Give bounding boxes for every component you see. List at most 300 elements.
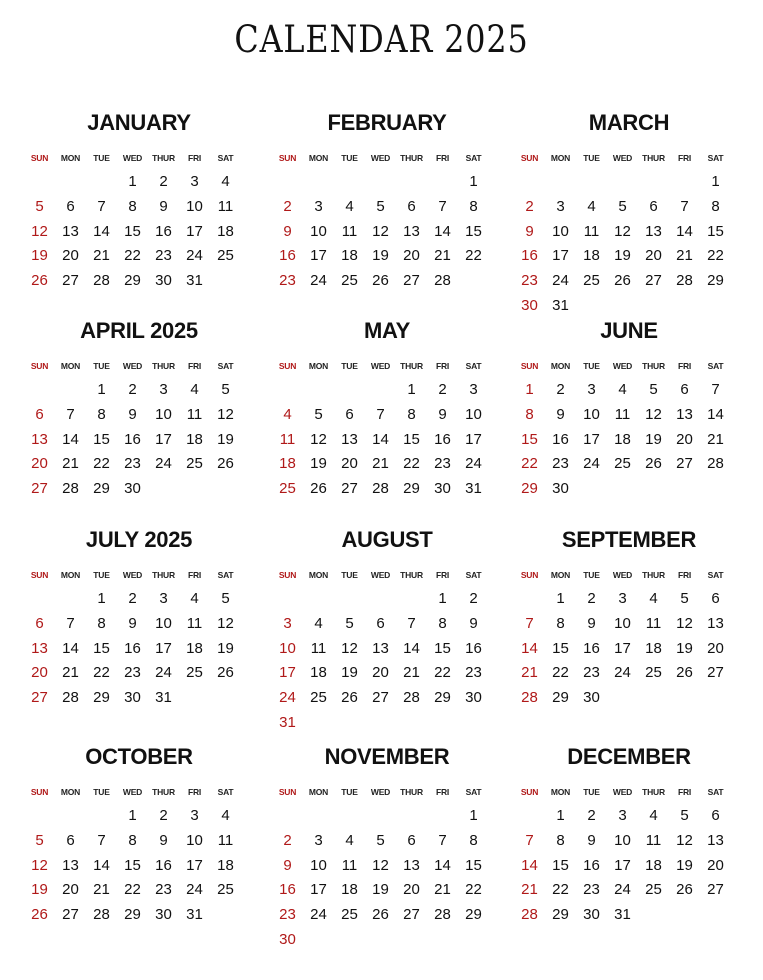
day-cell: 23 xyxy=(521,272,538,290)
day-cell: 4 xyxy=(314,614,323,632)
weekday-label: TUE xyxy=(583,361,600,371)
day-cell: 30 xyxy=(124,480,141,498)
day-cell: 20 xyxy=(341,455,358,473)
day-cell: 20 xyxy=(676,430,693,448)
weekday-label: MON xyxy=(308,570,329,580)
day-cell: 7 xyxy=(66,614,75,632)
day-cell: 22 xyxy=(552,881,569,899)
day-cell: 11 xyxy=(645,831,662,849)
day-cell: 23 xyxy=(155,881,172,899)
day-cell: 8 xyxy=(97,614,106,632)
day-cell: 2 xyxy=(283,831,292,849)
month-name: MAY xyxy=(364,318,410,343)
day-cell: 18 xyxy=(614,430,631,448)
day-cell: 16 xyxy=(465,639,482,657)
day-cell: 20 xyxy=(707,856,724,874)
day-cell: 14 xyxy=(434,222,451,240)
weekday-label: SAT xyxy=(465,153,482,163)
day-cell: 15 xyxy=(552,856,569,874)
weekday-label: SUN xyxy=(278,787,297,797)
day-cell: 27 xyxy=(707,664,724,682)
day-cell: 15 xyxy=(521,430,538,448)
day-cell: 7 xyxy=(438,831,447,849)
day-cell: 8 xyxy=(556,831,565,849)
day-cell: 8 xyxy=(711,197,720,215)
day-cell: 2 xyxy=(587,590,596,607)
day-cell: 9 xyxy=(556,405,565,423)
day-cell: 26 xyxy=(310,480,327,498)
day-cell: 22 xyxy=(465,881,482,899)
weekday-label: SAT xyxy=(217,570,234,580)
weekday-label: THUR xyxy=(642,361,665,371)
day-cell: 23 xyxy=(279,272,296,290)
day-cell: 17 xyxy=(155,639,172,657)
weekday-label: SAT xyxy=(217,153,234,163)
month-name: OCTOBER xyxy=(85,744,193,769)
day-cell: 19 xyxy=(31,881,48,899)
day-cell: 13 xyxy=(31,639,48,657)
day-cell: 23 xyxy=(155,247,172,265)
day-cell: 31 xyxy=(614,906,631,924)
day-cell: 16 xyxy=(155,856,172,874)
day-cell: 12 xyxy=(341,639,358,657)
weekday-label: THUR xyxy=(152,153,175,163)
month-name: JULY 2025 xyxy=(85,527,193,552)
day-cell: 21 xyxy=(93,247,110,265)
weekday-label: FRI xyxy=(435,361,450,371)
day-cell: 12 xyxy=(372,222,389,240)
day-cell: 17 xyxy=(155,430,172,448)
weekday-header xyxy=(24,787,254,799)
day-cell: 6 xyxy=(66,197,75,215)
weekday-header xyxy=(272,153,502,165)
day-cell: 3 xyxy=(190,173,199,190)
day-cell: 5 xyxy=(221,590,230,607)
weekday-label: SAT xyxy=(217,787,234,797)
day-cell: 30 xyxy=(552,480,569,498)
day-cell: 20 xyxy=(403,247,420,265)
day-cell: 12 xyxy=(217,405,234,423)
day-cell: 29 xyxy=(93,480,110,498)
weekday-label: MON xyxy=(308,361,329,371)
day-cell: 11 xyxy=(310,639,327,657)
day-cell: 4 xyxy=(190,381,199,398)
weekday-label: TUE xyxy=(93,361,110,371)
month-name: FEBRUARY xyxy=(327,110,447,135)
day-cell: 28 xyxy=(403,689,420,707)
day-cell: 13 xyxy=(403,222,420,240)
day-cell: 13 xyxy=(707,614,724,632)
day-cell: 26 xyxy=(341,689,358,707)
day-cell: 7 xyxy=(407,614,416,632)
day-cell: 31 xyxy=(186,906,203,924)
weekday-label: MON xyxy=(308,153,329,163)
weekday-label: TUE xyxy=(583,570,600,580)
day-cell: 25 xyxy=(279,480,296,498)
day-cell: 27 xyxy=(403,906,420,924)
day-cell: 31 xyxy=(279,714,296,731)
weekday-label: SAT xyxy=(465,361,482,371)
weekday-label: WED xyxy=(612,361,633,371)
day-cell: 16 xyxy=(521,247,538,265)
day-cell: 30 xyxy=(434,480,451,498)
day-cell: 12 xyxy=(372,856,389,874)
day-cell: 18 xyxy=(310,664,327,682)
day-cell: 4 xyxy=(345,831,354,849)
weekday-label: TUE xyxy=(341,361,358,371)
weekday-label: FRI xyxy=(677,570,692,580)
day-cell: 5 xyxy=(35,831,44,849)
day-cell: 27 xyxy=(403,272,420,290)
day-cell: 29 xyxy=(124,272,141,290)
weekday-header xyxy=(24,361,254,373)
weekday-label: THUR xyxy=(400,361,423,371)
day-cell: 10 xyxy=(186,831,203,849)
day-cell: 5 xyxy=(649,381,658,398)
day-cell: 26 xyxy=(31,272,48,290)
day-cell: 10 xyxy=(552,222,569,240)
day-cell: 17 xyxy=(614,856,631,874)
day-cell: 9 xyxy=(283,856,292,874)
day-cell: 19 xyxy=(676,639,693,657)
day-cell: 29 xyxy=(124,906,141,924)
day-cell: 17 xyxy=(552,247,569,265)
day-cell: 26 xyxy=(645,455,662,473)
day-cell: 20 xyxy=(403,881,420,899)
day-cell: 14 xyxy=(62,639,79,657)
day-cell: 14 xyxy=(62,430,79,448)
weekday-label: FRI xyxy=(677,153,692,163)
day-cell: 29 xyxy=(403,480,420,498)
day-cell: 7 xyxy=(66,405,75,423)
day-cell: 3 xyxy=(159,381,168,398)
day-cell: 31 xyxy=(155,689,172,707)
day-cell: 3 xyxy=(283,614,292,632)
day-cell: 15 xyxy=(93,430,110,448)
day-cell: 27 xyxy=(372,689,389,707)
day-cell: 17 xyxy=(310,247,327,265)
day-cell: 18 xyxy=(217,856,234,874)
weekday-header xyxy=(514,787,744,799)
day-cell: 23 xyxy=(583,881,600,899)
day-cell: 10 xyxy=(310,856,327,874)
day-cell: 6 xyxy=(711,807,720,824)
day-cell: 20 xyxy=(372,664,389,682)
day-cell: 18 xyxy=(645,639,662,657)
day-cell: 11 xyxy=(341,222,358,240)
day-cell: 15 xyxy=(552,639,569,657)
day-cell: 28 xyxy=(707,455,724,473)
day-cell: 29 xyxy=(434,689,451,707)
day-cell: 17 xyxy=(465,430,482,448)
day-cell: 6 xyxy=(376,614,385,632)
day-cell: 6 xyxy=(711,590,720,607)
day-cell: 14 xyxy=(676,222,693,240)
day-cell: 28 xyxy=(434,272,451,290)
weekday-label: WED xyxy=(122,787,143,797)
weekday-label: FRI xyxy=(187,153,202,163)
day-cell: 24 xyxy=(155,455,172,473)
day-cell: 20 xyxy=(62,247,79,265)
day-cell: 15 xyxy=(465,222,482,240)
day-cell: 28 xyxy=(521,906,538,924)
weekday-label: SAT xyxy=(707,153,724,163)
day-cell: 17 xyxy=(310,881,327,899)
weekday-header xyxy=(272,570,502,582)
day-cell: 27 xyxy=(62,906,79,924)
weekday-label: FRI xyxy=(187,361,202,371)
day-cell: 27 xyxy=(645,272,662,290)
day-cell: 22 xyxy=(93,455,110,473)
day-cell: 9 xyxy=(525,222,534,240)
day-cell: 2 xyxy=(128,381,137,398)
weekday-label: WED xyxy=(612,153,633,163)
day-cell: 12 xyxy=(31,856,48,874)
day-cell: 21 xyxy=(434,247,451,265)
weekday-label: WED xyxy=(612,570,633,580)
day-cell: 4 xyxy=(190,590,199,607)
day-cell: 31 xyxy=(186,272,203,290)
weekday-label: SAT xyxy=(465,570,482,580)
day-cell: 7 xyxy=(97,197,106,215)
day-cell: 1 xyxy=(556,590,565,607)
day-cell: 27 xyxy=(62,272,79,290)
day-cell: 21 xyxy=(707,430,724,448)
day-cell: 8 xyxy=(438,614,447,632)
day-cell: 18 xyxy=(217,222,234,240)
day-cell: 2 xyxy=(556,381,565,398)
day-cell: 13 xyxy=(341,430,358,448)
day-cell: 18 xyxy=(583,247,600,265)
weekday-label: WED xyxy=(122,361,143,371)
day-cell: 4 xyxy=(649,590,658,607)
weekday-label: FRI xyxy=(435,787,450,797)
day-cell: 10 xyxy=(155,614,172,632)
day-cell: 4 xyxy=(345,197,354,215)
day-cell: 23 xyxy=(434,455,451,473)
weekday-label: SAT xyxy=(465,787,482,797)
day-cell: 6 xyxy=(35,405,44,423)
day-cell: 31 xyxy=(465,480,482,498)
weekday-label: SUN xyxy=(278,570,297,580)
weekday-label: THUR xyxy=(400,787,423,797)
day-cell: 2 xyxy=(128,590,137,607)
weekday-label: FRI xyxy=(435,153,450,163)
weekday-header xyxy=(514,570,744,582)
day-cell: 10 xyxy=(279,639,296,657)
day-cell: 2 xyxy=(159,807,168,824)
day-cell: 21 xyxy=(676,247,693,265)
day-cell: 7 xyxy=(376,405,385,423)
day-cell: 5 xyxy=(314,405,323,423)
month-name: AUGUST xyxy=(341,527,433,552)
day-cell: 7 xyxy=(525,831,534,849)
day-cell: 14 xyxy=(93,856,110,874)
day-cell: 8 xyxy=(469,197,478,215)
day-cell: 25 xyxy=(217,247,234,265)
day-cell: 19 xyxy=(217,639,234,657)
month-name: DECEMBER xyxy=(567,744,691,769)
weekday-label: MON xyxy=(60,361,81,371)
day-cell: 9 xyxy=(469,614,478,632)
day-cell: 18 xyxy=(645,856,662,874)
day-cell: 25 xyxy=(310,689,327,707)
day-cell: 29 xyxy=(552,906,569,924)
day-cell: 4 xyxy=(649,807,658,824)
day-cell: 28 xyxy=(434,906,451,924)
weekday-header xyxy=(514,361,744,373)
day-cell: 26 xyxy=(372,272,389,290)
day-cell: 21 xyxy=(62,664,79,682)
day-cell: 7 xyxy=(438,197,447,215)
day-cell: 6 xyxy=(407,831,416,849)
day-cell: 4 xyxy=(283,405,292,423)
day-cell: 25 xyxy=(341,272,358,290)
day-cell: 12 xyxy=(310,430,327,448)
day-cell: 6 xyxy=(407,197,416,215)
day-cell: 25 xyxy=(186,455,203,473)
day-cell: 20 xyxy=(31,455,48,473)
day-cell: 17 xyxy=(614,639,631,657)
day-cell: 13 xyxy=(403,856,420,874)
day-cell: 21 xyxy=(521,881,538,899)
day-cell: 29 xyxy=(521,480,538,498)
day-cell: 9 xyxy=(159,197,168,215)
day-cell: 17 xyxy=(583,430,600,448)
day-cell: 24 xyxy=(465,455,482,473)
day-cell: 1 xyxy=(438,590,447,607)
day-cell: 25 xyxy=(217,881,234,899)
weekday-label: WED xyxy=(370,361,391,371)
day-cell: 26 xyxy=(676,664,693,682)
day-cell: 18 xyxy=(279,455,296,473)
day-cell: 27 xyxy=(31,480,48,498)
day-cell: 28 xyxy=(93,272,110,290)
day-cell: 12 xyxy=(31,222,48,240)
weekday-label: MON xyxy=(550,153,571,163)
day-cell: 19 xyxy=(676,856,693,874)
weekday-label: THUR xyxy=(152,570,175,580)
weekday-label: SUN xyxy=(30,570,49,580)
day-cell: 5 xyxy=(680,807,689,824)
day-cell: 29 xyxy=(707,272,724,290)
day-cell: 14 xyxy=(434,856,451,874)
day-cell: 30 xyxy=(124,689,141,707)
day-cell: 8 xyxy=(128,831,137,849)
day-cell: 19 xyxy=(645,430,662,448)
weekday-label: TUE xyxy=(93,787,110,797)
day-cell: 11 xyxy=(614,405,631,423)
day-cell: 5 xyxy=(345,614,354,632)
weekday-label: SAT xyxy=(707,570,724,580)
day-cell: 28 xyxy=(521,689,538,707)
day-cell: 12 xyxy=(614,222,631,240)
day-cell: 27 xyxy=(676,455,693,473)
day-cell: 8 xyxy=(128,197,137,215)
day-cell: 23 xyxy=(583,664,600,682)
weekday-label: THUR xyxy=(642,153,665,163)
day-cell: 1 xyxy=(97,590,106,607)
day-cell: 13 xyxy=(31,430,48,448)
day-cell: 9 xyxy=(283,222,292,240)
day-cell: 21 xyxy=(372,455,389,473)
day-cell: 5 xyxy=(221,381,230,398)
day-cell: 9 xyxy=(587,614,596,632)
day-cell: 3 xyxy=(469,381,478,398)
day-cell: 24 xyxy=(310,906,327,924)
day-cell: 20 xyxy=(645,247,662,265)
day-cell: 10 xyxy=(186,197,203,215)
day-cell: 3 xyxy=(587,381,596,398)
day-cell: 6 xyxy=(35,614,44,632)
day-cell: 27 xyxy=(31,689,48,707)
day-cell: 21 xyxy=(62,455,79,473)
weekday-label: MON xyxy=(60,570,81,580)
weekday-label: SUN xyxy=(30,153,49,163)
day-cell: 9 xyxy=(587,831,596,849)
day-cell: 26 xyxy=(217,455,234,473)
day-cell: 25 xyxy=(645,664,662,682)
weekday-label: SUN xyxy=(520,787,539,797)
day-cell: 22 xyxy=(124,881,141,899)
day-cell: 21 xyxy=(403,664,420,682)
day-cell: 30 xyxy=(155,906,172,924)
day-cell: 18 xyxy=(341,247,358,265)
day-cell: 15 xyxy=(124,856,141,874)
weekday-header xyxy=(514,153,744,165)
day-cell: 22 xyxy=(93,664,110,682)
day-cell: 14 xyxy=(707,405,724,423)
day-cell: 1 xyxy=(469,807,478,824)
day-cell: 13 xyxy=(62,856,79,874)
day-cell: 19 xyxy=(372,247,389,265)
day-cell: 30 xyxy=(521,297,538,314)
weekday-label: MON xyxy=(60,787,81,797)
day-cell: 15 xyxy=(93,639,110,657)
weekday-header xyxy=(24,153,254,165)
day-cell: 1 xyxy=(128,807,137,824)
weekday-label: SUN xyxy=(520,153,539,163)
weekday-label: THUR xyxy=(642,787,665,797)
day-cell: 5 xyxy=(35,197,44,215)
weekday-label: THUR xyxy=(400,153,423,163)
day-cell: 2 xyxy=(283,197,292,215)
day-cell: 16 xyxy=(279,247,296,265)
day-cell: 11 xyxy=(645,614,662,632)
weekday-header xyxy=(272,361,502,373)
weekday-header xyxy=(24,570,254,582)
weekday-label: FRI xyxy=(187,787,202,797)
day-cell: 2 xyxy=(159,173,168,190)
day-cell: 13 xyxy=(372,639,389,657)
weekday-label: MON xyxy=(308,787,329,797)
day-cell: 21 xyxy=(93,881,110,899)
weekday-label: WED xyxy=(370,570,391,580)
day-cell: 10 xyxy=(614,831,631,849)
day-cell: 26 xyxy=(676,881,693,899)
day-cell: 28 xyxy=(676,272,693,290)
day-cell: 11 xyxy=(217,197,234,215)
weekday-label: SAT xyxy=(707,361,724,371)
day-cell: 10 xyxy=(155,405,172,423)
day-cell: 26 xyxy=(614,272,631,290)
day-cell: 2 xyxy=(525,197,534,215)
day-cell: 8 xyxy=(556,614,565,632)
day-cell: 11 xyxy=(583,222,600,240)
day-cell: 16 xyxy=(583,639,600,657)
day-cell: 30 xyxy=(155,272,172,290)
weekday-label: TUE xyxy=(341,153,358,163)
